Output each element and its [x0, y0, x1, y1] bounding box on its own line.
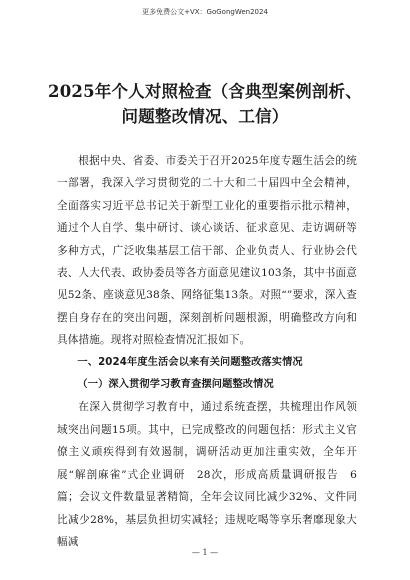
header-note: 更多免费公文+VX：GoGongWen2024	[142, 8, 268, 16]
intro-paragraph: 根据中央、省委、市委关于召开2025年度专题生活会的统一部署，我深入学习贯彻党的二十大和二十届四中全会精神，全面落实习近平总书记关于新型工业化的重要指示批示精神，通过个人自学、集中研讨、谈心谈话、征求意见、走访调研等多种方式，广泛收集基层工信干部、企业负责人、行业协会代表、人大代表、政协委员等各方面意见建议103条，其中书面意见52条、座谈意见38条、网络征集13条。对照“”要求，深入查摆自身存在的突出问题，深刻剖析问题根源，明确整改方向和具体措施。现将对照检查情况汇报如下。	[57, 155, 358, 347]
title-line-1: 2025年个人对照检查（含典型案例剖析、	[48, 82, 362, 101]
title-line-2: 问题整改情况、工信）	[121, 107, 289, 126]
page-number: — 1 —	[191, 548, 219, 557]
body-paragraph: 在深入贯彻学习教育中，通过系统查摆，共梳理出作风领域突出问题15项。其中，已完成整改的问题包括：形式主义官僚主义顽疾得到有效遏制，调研活动更加注重实效，全年开展“解剖麻雀”式企业调研 28次，形成高质量调研报告 6篇；会议文件数量显著精简，全年会议同比减少32%、文件同比减少28%，基层负担切实减轻；违规吃喝等享乐奢靡现象大幅减	[57, 401, 357, 548]
document-body	[57, 150, 357, 553]
subsection-heading: （一）深入贯彻学习教育查摆问题整改情况	[77, 379, 274, 391]
section-heading: 一、2024年度生活会以来有关问题整改落实情况	[77, 356, 303, 368]
document-title	[40, 79, 370, 129]
